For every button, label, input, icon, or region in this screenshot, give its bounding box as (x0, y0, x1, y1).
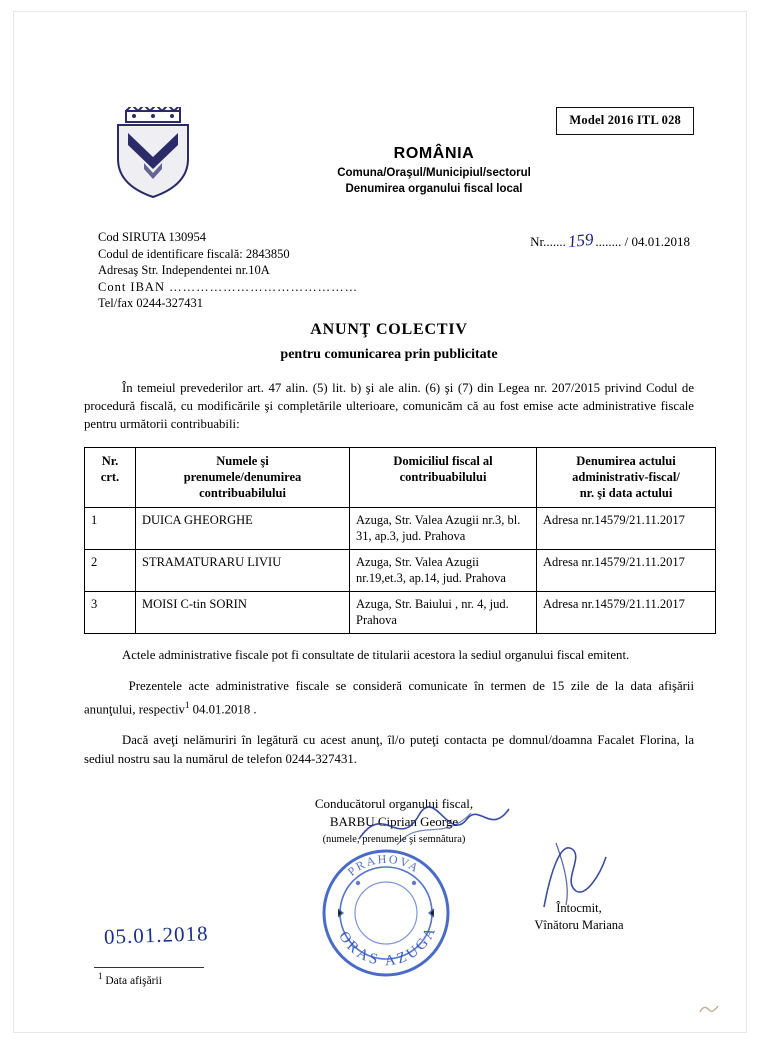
signature-preparer (494, 900, 664, 934)
identity-left (98, 229, 358, 312)
preparer-name: Vînătoru Mariana (534, 918, 624, 933)
org-subline-1: Comuna/Oraşul/Municipiul/sectorul (337, 167, 531, 179)
footnote-marker: 1 (184, 700, 190, 710)
paragraph-communication-after: 04.01.2018 . (192, 702, 257, 717)
coat-of-arms-icon (114, 107, 192, 199)
signature-name: BARBU Ciprian George (329, 814, 459, 830)
row-act: Adresa nr.14579/21.11.2017 (537, 592, 716, 634)
table-row (85, 592, 716, 634)
paragraph-contact: Dacă aveţi nelămuriri în legătură cu acest anunţ, îl/o puteţi contacta pe domnul/doamna Facalet Florina, la sediul nostru sau la numărul de telefon 0244-327431. (84, 733, 694, 767)
footnote-label: Data afişării (105, 975, 162, 988)
row-domicile: Azuga, Str. Valea Azugii nr.19,et.3, ap.14, jud. Prahova (350, 550, 537, 592)
nr-date: 04.01.2018 (631, 234, 690, 249)
svg-text:PRAHOVA: PRAHOVA (344, 852, 423, 880)
scan-corner-artifact (698, 1000, 720, 1016)
model-box: Model 2016 ITL 028 (556, 107, 694, 135)
organization-heading (244, 145, 624, 197)
taxpayers-table (84, 447, 716, 634)
row-act: Adresa nr.14579/21.11.2017 (537, 550, 716, 592)
svg-text:ORAS AZUGA: ORAS AZUGA (335, 923, 441, 970)
row-name: MOISI C-tin SORIN (136, 592, 350, 634)
column-header-name (136, 448, 350, 508)
nr-prefix: Nr. (530, 234, 547, 249)
identity-block (84, 229, 694, 315)
table-row (85, 508, 716, 550)
page-subtitle: pentru comunicarea prin publicitate (280, 347, 498, 362)
column-header-act-line2: administrativ-fiscal/ (572, 470, 680, 484)
scanned-sheet (14, 12, 746, 1032)
table-row (85, 550, 716, 592)
paragraph-consultation: Actele administrative fiscale pot fi consultate de titularii acestora la sediul organului fiscal emitent. (122, 648, 630, 662)
footnote-divider (94, 967, 204, 968)
table-header-row (85, 448, 716, 508)
column-header-nr (85, 448, 136, 508)
footnote-number: 1 (98, 971, 103, 982)
row-nr: 2 (85, 550, 136, 592)
column-header-act-line1: Denumirea actului (576, 454, 676, 468)
row-name: STRAMATURARU LIVIU (136, 550, 350, 592)
siruta-code: Cod SIRUTA 130954 (98, 230, 207, 244)
column-header-domicile-line1: Domiciliul fiscal al (393, 454, 493, 468)
document-header (84, 97, 694, 207)
phone-line: Tel/fax 0244-327431 (98, 296, 204, 310)
row-act: Adresa nr.14579/21.11.2017 (537, 508, 716, 550)
nr-dots-right: ........ (595, 234, 622, 249)
signature-area (84, 795, 694, 988)
official-stamp (316, 843, 456, 983)
nr-dots-left: ...... (546, 234, 566, 249)
signature-head-officer (234, 795, 554, 849)
page-title: ANUNŢ COLECTIV (310, 321, 468, 338)
iban-line: Cont IBAN …………………………………… (98, 279, 359, 294)
nr-handwritten-value: 159 (566, 229, 595, 252)
row-domicile: Azuga, Str. Baiului , nr. 4, jud. Prahova (350, 592, 537, 634)
column-header-domicile-line2: contribuabilului (399, 470, 487, 484)
paragraph-communication-before: Prezentele acte administrative fiscale se consideră comunicate în termen de 15 zile de la data afişării anunţului, respectiv (84, 679, 695, 717)
column-header-name-line2: prenumele/denumirea (183, 470, 302, 484)
column-header-nr-line1: Nr. (101, 454, 119, 468)
footnote-text (98, 971, 162, 987)
nr-separator: / (624, 234, 629, 249)
column-header-nr-line2: crt. (100, 470, 120, 484)
paragraph-communication (84, 677, 694, 719)
address-line: Adresaş Str. Independentei nr.10A (98, 263, 270, 277)
column-header-act (537, 448, 716, 508)
affixing-date-handwritten: 05.01.2018 (103, 921, 209, 950)
row-domicile: Azuga, Str. Valea Azugii nr.3, bl. 31, ap.3, jud. Prahova (350, 508, 537, 550)
preparer-role: Întocmit, (556, 901, 602, 916)
column-header-domicile (350, 448, 537, 508)
row-nr: 1 (85, 508, 136, 550)
column-header-act-line3: nr. şi data actului (579, 486, 673, 500)
org-subline-2: Denumirea organului fiscal local (345, 183, 523, 195)
column-header-name-line3: contribuabilului (199, 486, 286, 500)
column-header-name-line1: Numele şi (216, 454, 269, 468)
fiscal-code: Codul de identificare fiscală: 2843850 (98, 246, 290, 261)
document-content (84, 97, 695, 988)
intro-paragraph: În temeiul prevederilor art. 47 alin. (5) lit. b) şi ale alin. (6) şi (7) din Legea nr. 207/2015 privind Codul de procedură fiscală, cu modificările şi completările ulterioare, comunicăm că au fost emise acte administrative fiscale pentru următorii contribuabili: (84, 381, 694, 431)
signature-hint: (numele, prenumele şi semnătura) (322, 834, 466, 846)
registration-number (530, 231, 690, 251)
row-nr: 3 (85, 592, 136, 634)
signature-role: Conducătorul organului fiscal, (314, 796, 474, 812)
row-name: DUICA GHEORGHE (136, 508, 350, 550)
country-name: ROMÂNIA (393, 145, 475, 162)
